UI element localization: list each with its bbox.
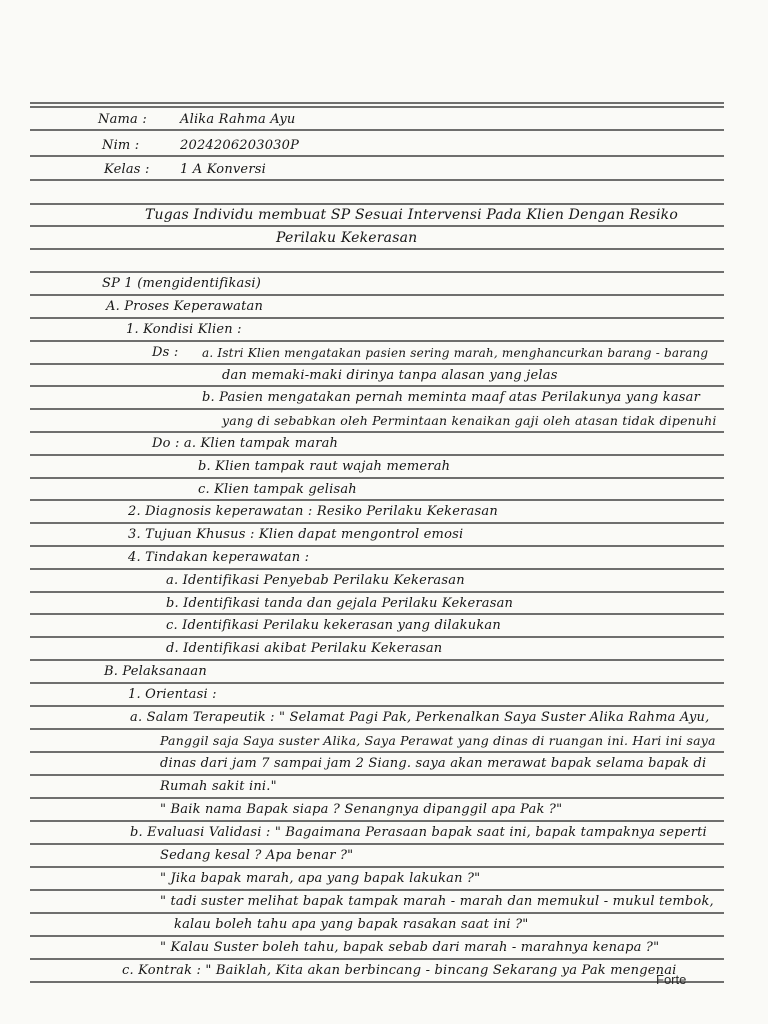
tindakan-item-d: d. Identifikasi akibat Perilaku Kekerasan — [166, 641, 443, 656]
evaluasi-line2: Sedang kesal ? Apa benar ?" — [160, 848, 354, 863]
salam-line4: Rumah sakit ini." — [160, 779, 277, 794]
tujuan-khusus-line: 3. Tujuan Khusus : Klien dapat mengontrol emosi — [128, 527, 464, 542]
evaluasi-line4: " tadi suster melihat bapak tampak marah - marah dan memukul - mukul tembok, — [160, 894, 714, 909]
ds-item-a-line2: dan memaki-maki dirinya tanpa alasan yang jelas — [222, 368, 558, 383]
sp1-heading: SP 1 (mengidentifikasi) — [102, 276, 262, 291]
evaluasi-line1: b. Evaluasi Validasi : " Bagaimana Perasaan bapak saat ini, bapak tampaknya seperti — [130, 825, 707, 840]
nim-label: Nim : — [102, 138, 140, 153]
salam-line1: a. Salam Terapeutik : " Selamat Pagi Pak, Perkenalkan Saya Suster Alika Rahma Ayu, — [130, 710, 710, 725]
salam-line5: " Baik nama Bapak siapa ? Senangnya dipanggil apa Pak ?" — [160, 802, 563, 817]
name-value: Alika Rahma Ayu — [180, 112, 296, 127]
orientasi-heading: 1. Orientasi : — [128, 687, 217, 702]
assignment-title-line1: Tugas Individu membuat SP Sesuai Intervensi Pada Klien Dengan Resiko — [145, 207, 678, 223]
salam-line2: Panggil saja Saya suster Alika, Saya Perawat yang dinas di ruangan ini. Hari ini saya — [160, 733, 716, 748]
forte-watermark: Forte — [656, 972, 687, 987]
evaluasi-line6: " Kalau Suster boleh tahu, bapak sebab dari marah - marahnya kenapa ?" — [160, 940, 660, 955]
name-label: Nama : — [98, 112, 147, 127]
do-item-c: c. Klien tampak gelisah — [198, 482, 357, 497]
diagnosis-line: 2. Diagnosis keperawatan : Resiko Perilaku Kekerasan — [128, 504, 498, 519]
nim-value: 2024206203030P — [180, 138, 300, 153]
section-b-heading: B. Pelaksanaan — [104, 664, 207, 679]
assignment-title-line2: Perilaku Kekerasan — [276, 230, 418, 246]
ds-item-b-line2: yang di sebabkan oleh Permintaan kenaikan gaji oleh atasan tidak dipenuhi — [222, 413, 717, 428]
kelas-value: 1 A Konversi — [180, 162, 266, 177]
tindakan-item-a: a. Identifikasi Penyebab Perilaku Kekerasan — [166, 573, 465, 588]
section-a-heading: A. Proses Keperawatan — [106, 299, 264, 314]
ds-item-b-line1: b. Pasien mengatakan pernah meminta maaf atas Perilakunya yang kasar — [202, 390, 701, 405]
do-item-a: Do : a. Klien tampak marah — [152, 436, 339, 451]
tindakan-item-b: b. Identifikasi tanda dan gejala Perilaku Kekerasan — [166, 596, 514, 611]
ds-label: Ds : — [152, 345, 179, 360]
kelas-label: Kelas : — [104, 162, 150, 177]
kontrak-line1: c. Kontrak : " Baiklah, Kita akan berbincang - bincang Sekarang ya Pak mengenai — [122, 963, 677, 978]
evaluasi-line3: " Jika bapak marah, apa yang bapak lakukan ?" — [160, 871, 481, 886]
kondisi-klien: 1. Kondisi Klien : — [126, 322, 242, 337]
salam-line3: dinas dari jam 7 sampai jam 2 Siang. saya akan merawat bapak selama bapak di — [160, 756, 707, 771]
do-item-b: b. Klien tampak raut wajah memerah — [198, 459, 451, 474]
tindakan-heading: 4. Tindakan keperawatan : — [128, 550, 310, 565]
ds-item-a-line1: a. Istri Klien mengatakan pasien sering marah, menghancurkan barang - barang — [202, 346, 709, 360]
tindakan-item-c: c. Identifikasi Perilaku kekerasan yang dilakukan — [166, 618, 501, 633]
evaluasi-line5: kalau boleh tahu apa yang bapak rasakan saat ini ?" — [174, 917, 529, 932]
